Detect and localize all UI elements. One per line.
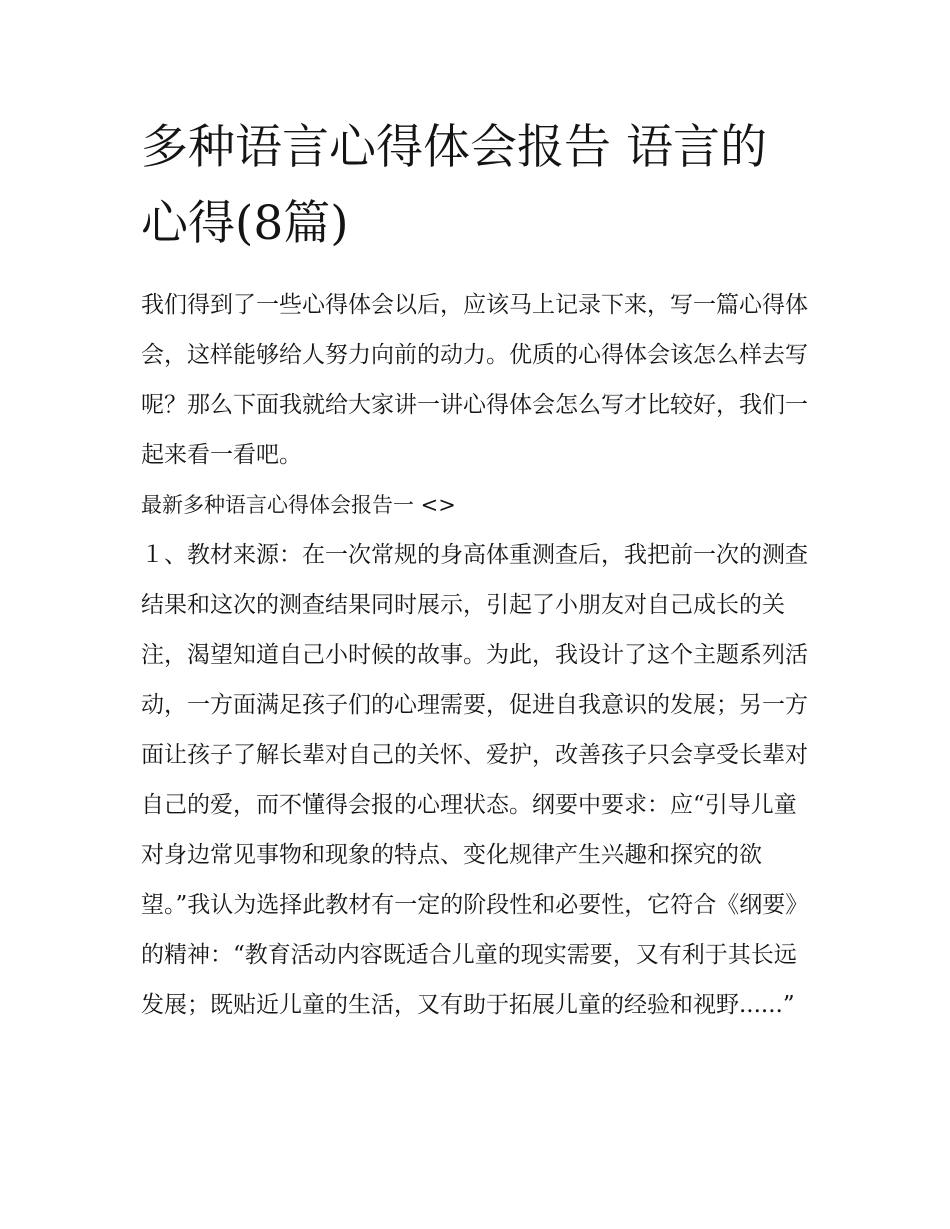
document-title: 多种语言心得体会报告 语言的心得(8篇)	[141, 120, 767, 251]
document-page	[141, 110, 813, 1030]
section-heading: 最新多种语言心得体会报告一 <>	[141, 493, 456, 517]
intro-paragraph: 我们得到了一些心得体会以后，应该马上记录下来，写一篇心得体会，这样能够给人努力向前的动力。优质的心得体会该怎么样去写呢？那么下面我就给大家讲一讲心得体会怎么写才比较好，我们一起来看一看吧。	[141, 292, 808, 468]
body-paragraph: １、教材来源：在一次常规的身高体重测查后，我把前一次的测查结果和这次的测查结果同时展示，引起了小朋友对自己成长的关注，渴望知道自己小时候的故事。为此，我设计了这个主题系列活动，一方面满足孩子们的心理需要，促进自我意识的发展；另一方面让孩子了解长辈对自己的关怀、爱护，改善孩子只会享受长辈对自己的爱，而不懂得会报的心理状态。纲要中要求：应“引导儿童对身边常见事物和现象的特点、变化规律产生兴趣和探究的欲望。”我认为选择此教材有一定的阶段性和必要性，它符合《纲要》的精神：“教育活动内容既适合儿童的现实需要，又有利于其长远发展；既贴近儿童的生活，又有助于拓展儿童的经验和视野......”	[141, 542, 809, 1018]
